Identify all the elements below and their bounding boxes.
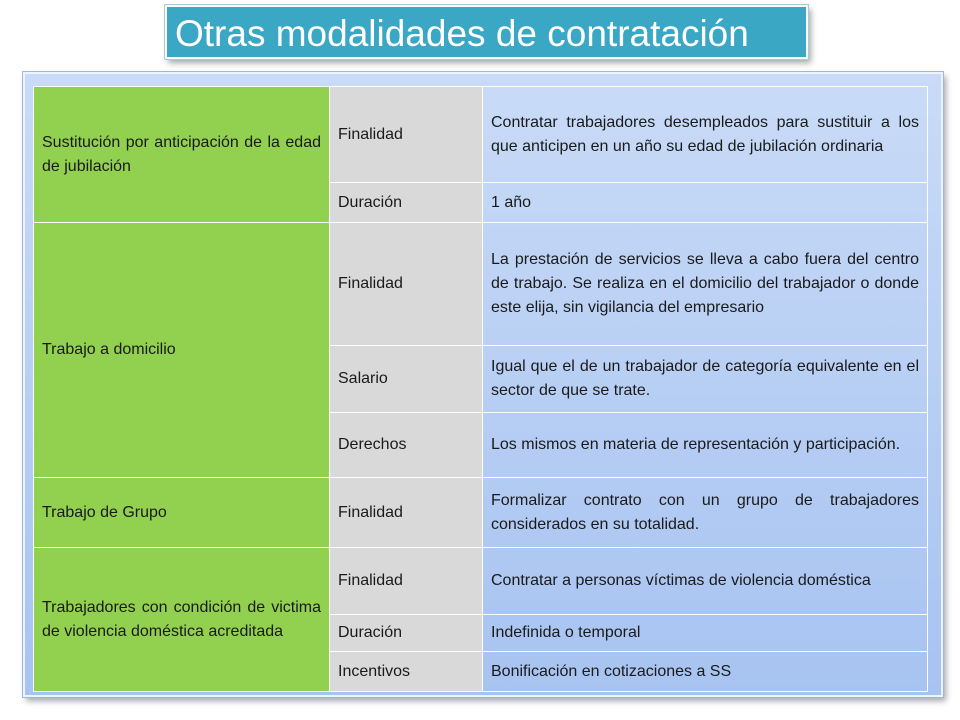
attribute-cell	[330, 615, 483, 652]
attribute-label: Duración	[338, 624, 403, 641]
value-cell	[483, 478, 928, 548]
attribute-label: Derechos	[338, 436, 407, 453]
contract-modalities-table	[33, 86, 928, 692]
table-row	[34, 223, 928, 346]
category-cell	[34, 87, 330, 223]
attribute-label: Duración	[338, 193, 403, 211]
table-row	[34, 548, 928, 615]
value-cell	[483, 413, 928, 478]
category-label: Sustitución por anticipación de la edad de jubilación	[42, 133, 321, 175]
value-text: Contratar trabajadores desempleados para sustituir a los que anticipen en un año su edad de jubilación ordinaria	[491, 113, 919, 155]
value-cell	[483, 652, 928, 692]
attribute-cell	[330, 413, 483, 478]
value-text: Formalizar contrato con un grupo de trabajadores considerados en su totalidad.	[491, 491, 919, 533]
category-cell	[34, 548, 330, 692]
value-cell	[483, 87, 928, 183]
value-text: La prestación de servicios se lleva a cabo fuera del centro de trabajo. Se realiza en el domicilio del trabajador o donde este elija, sin vigilancia del empresario	[491, 251, 919, 316]
table-row	[34, 87, 928, 183]
value-text: Igual que el de un trabajador de categoría equivalente en el sector de que se trate.	[491, 358, 919, 399]
value-text: Bonificación en cotizaciones a SS	[491, 662, 732, 680]
attribute-cell	[330, 478, 483, 548]
attribute-label: Finalidad	[338, 125, 403, 143]
attribute-label: Salario	[338, 370, 388, 387]
slide-title: Otras modalidades de contratación	[165, 5, 808, 59]
value-text: Los mismos en materia de representación y participación.	[491, 436, 901, 453]
value-text: Indefinida o temporal	[491, 624, 641, 641]
category-cell	[34, 223, 330, 478]
attribute-cell	[330, 183, 483, 223]
attribute-label: Finalidad	[338, 572, 403, 589]
attribute-cell	[330, 346, 483, 413]
attribute-cell	[330, 652, 483, 692]
category-cell	[34, 478, 330, 548]
value-cell	[483, 615, 928, 652]
category-label: Trabajo a domicilio	[42, 341, 176, 358]
table-row	[34, 478, 928, 548]
attribute-label: Finalidad	[338, 275, 403, 292]
attribute-cell	[330, 223, 483, 346]
value-text: 1 año	[491, 193, 532, 211]
value-cell	[483, 548, 928, 615]
attribute-label: Incentivos	[338, 662, 411, 680]
attribute-label: Finalidad	[338, 503, 403, 521]
value-cell	[483, 346, 928, 413]
category-label: Trabajo de Grupo	[42, 503, 167, 521]
category-label: Trabajadores con condición de victima de violencia doméstica acreditada	[42, 598, 321, 640]
attribute-cell	[330, 548, 483, 615]
value-cell	[483, 183, 928, 223]
attribute-cell	[330, 87, 483, 183]
value-cell	[483, 223, 928, 346]
value-text: Contratar a personas víctimas de violencia doméstica	[491, 572, 871, 589]
